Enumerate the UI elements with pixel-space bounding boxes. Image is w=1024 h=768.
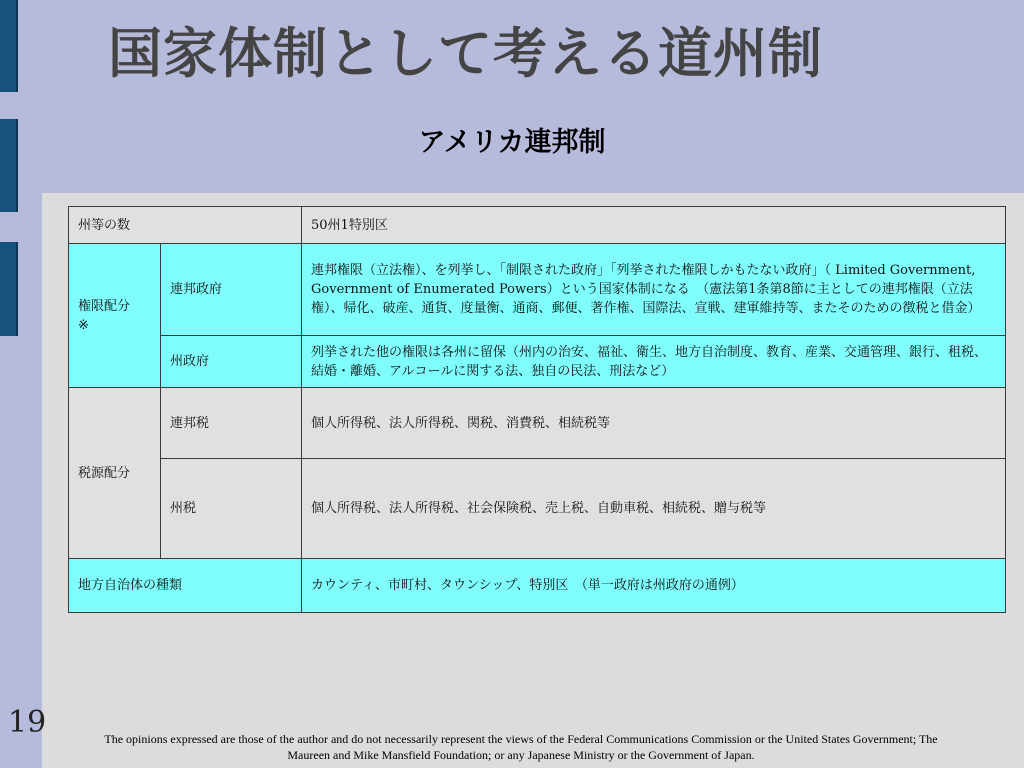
state-gov-label: 州政府 [161,336,302,388]
authority-group-label: 権限配分 ※ [69,244,161,388]
local-gov-value: カウンティ、市町村、タウンシップ、特別区 （単一政府は州政府の通例） [302,559,1006,613]
decorative-bar [0,242,18,336]
row-label-states: 州等の数 [69,207,302,244]
page-number: 19 [8,705,47,740]
slide-subtitle: アメリカ連邦制 [418,127,606,158]
disclaimer-text: The opinions expressed are those of the author and do not necessarily represent the views of the Federal Communications Commission or the United States Government; The Maureen and Mike Mansfield Foundation; or any Japanese Ministry or the Government of Japan. [104,732,938,762]
left-strip [0,0,42,768]
table-row [69,559,1006,613]
table-row [69,459,1006,559]
slide-title: 国家体制として考える道州制 [108,22,823,85]
federal-gov-label: 連邦政府 [161,244,302,336]
federal-gov-value: 連邦権限（立法権）、を列挙し、「制限された政府」「列挙された権限しかもたない政府」（ Limited Government, Government of Enumerated Powers）という国家体制になる （憲法第1条第8節に主としての連邦権限（立法権）、帰化、破産、通貨、度量衡、通商、郵便、著作権、国際法、宣戦、建軍維持等、またそのための徴税と借金） [302,244,1006,336]
federalism-table [68,206,1006,613]
federal-tax-value: 個人所得税、法人所得税、関税、消費税、相続税等 [302,388,1006,459]
state-tax-label: 州税 [161,459,302,559]
row-value-states: 50州1特別区 [302,207,1006,244]
table-row [69,244,1006,336]
table-row [69,207,1006,244]
federal-tax-label: 連邦税 [161,388,302,459]
decorative-bar [0,0,18,92]
state-tax-value: 個人所得税、法人所得税、社会保険税、売上税、自動車税、相続税、贈与税等 [302,459,1006,559]
table-row [69,388,1006,459]
tax-group-label: 税源配分 [69,388,161,559]
local-gov-label: 地方自治体の種類 [69,559,302,613]
state-gov-value: 列挙された他の権限は各州に留保（州内の治安、福祉、衛生、地方自治制度、教育、産業、交通管理、銀行、租税、結婚・離婚、アルコールに関する法、独自の民法、刑法など） [302,336,1006,388]
table-row [69,336,1006,388]
